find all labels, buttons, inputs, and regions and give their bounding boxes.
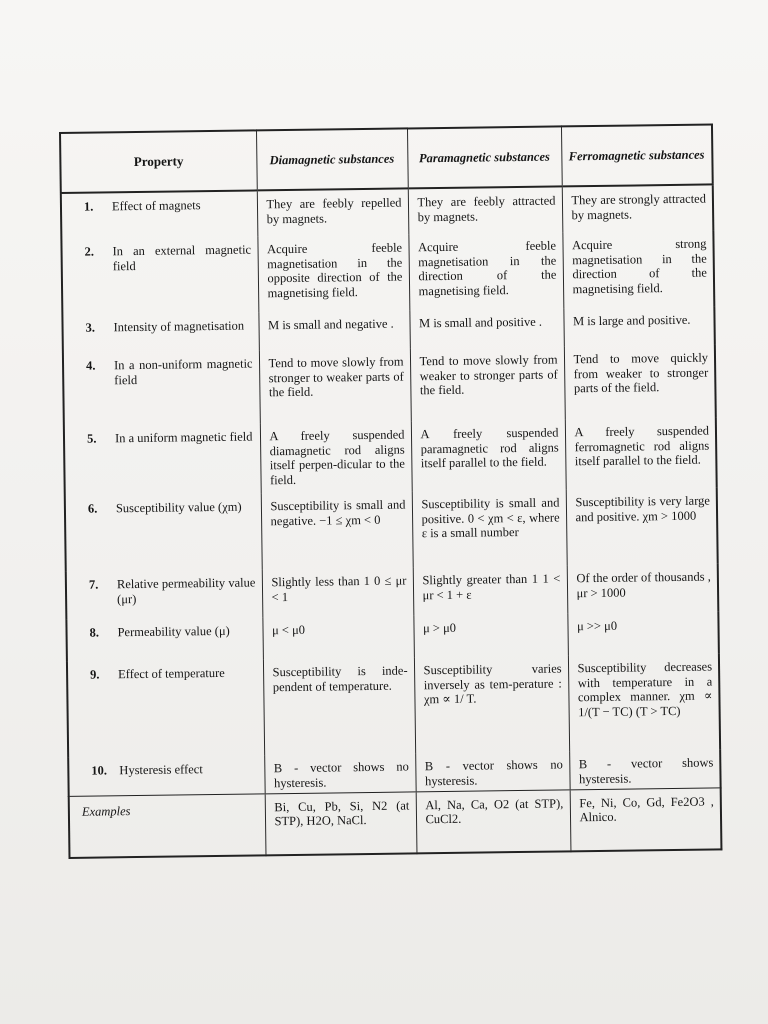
table-row — [65, 487, 718, 572]
property-label: Intensity of magnetisation — [113, 318, 245, 335]
row-number: 1. — [83, 199, 94, 214]
property-label: Effect of temperature — [118, 665, 225, 682]
property-cell — [66, 569, 263, 620]
row-number: 2. — [84, 244, 95, 259]
header-ferromagnetic: Ferromagnetic substances — [561, 124, 713, 186]
property-cell — [64, 423, 261, 496]
diamagnetic-cell: Slightly less than 1 0 ≤ μr < 1 — [262, 567, 414, 617]
property-wrapper — [65, 429, 260, 446]
row-number: 4. — [85, 358, 96, 373]
examples-diamagnetic: Bi, Cu, Pb, Si, N2 (at STP), H2O, NaCl. — [265, 791, 417, 854]
diamagnetic-cell: M is small and negative . — [258, 310, 409, 350]
row-number: 7. — [88, 577, 99, 592]
property-wrapper — [67, 575, 262, 607]
paramagnetic-cell: Acquire feeble magnetisation in the direction of the magnetising field. — [408, 232, 563, 310]
header-diamagnetic: Diamagnetic substances — [256, 128, 408, 190]
property-wrapper — [66, 499, 261, 516]
diamagnetic-cell: They are feebly repelled by magnets. — [257, 188, 409, 236]
ferromagnetic-cell: Susceptibility is very large and positive. χm > 1000 — [566, 487, 718, 565]
property-cell — [61, 236, 258, 315]
examples-paramagnetic: Al, Na, Ca, O2 (at STP), CuCl2. — [416, 789, 571, 853]
table-row — [61, 230, 714, 315]
row-number: 5. — [86, 431, 97, 446]
diamagnetic-cell: Tend to move slowly from stronger to weaker parts of the field. — [259, 348, 411, 423]
table-row — [66, 563, 719, 620]
header-paramagnetic: Paramagnetic substances — [407, 126, 562, 188]
row-number: 8. — [89, 625, 100, 640]
property-label: In a non-uniform magnetic field — [113, 356, 253, 387]
diamagnetic-cell: Acquire feeble magnetisation in the opposite direction of the magnetising field. — [257, 234, 409, 312]
paramagnetic-cell: μ > μ0 — [413, 613, 568, 657]
ferromagnetic-cell: μ >> μ0 — [567, 611, 719, 655]
property-label: In a uniform magnetic field — [114, 429, 253, 446]
property-wrapper — [69, 761, 264, 778]
property-label: In an external magnetic field — [112, 242, 252, 273]
magnetic-substances-table — [59, 123, 722, 858]
diamagnetic-cell: μ < μ0 — [262, 615, 414, 659]
ferromagnetic-cell: Of the order of thousands , μr > 1000 — [567, 563, 719, 613]
property-cell — [68, 755, 264, 796]
property-wrapper — [62, 197, 257, 214]
table-body — [61, 184, 722, 857]
diamagnetic-cell: Susceptibility is inde-pendent of temperature. — [263, 657, 415, 755]
table-header-row — [60, 124, 713, 193]
paramagnetic-cell: B - vector shows no hysteresis. — [415, 751, 569, 791]
diamagnetic-cell: B - vector shows no hysteresis. — [264, 753, 415, 793]
ferromagnetic-cell: Susceptibility decreases with temperature in a complex manner. χm ∝ 1/(T − TC) (T > TC) — [568, 653, 720, 751]
property-cell — [65, 493, 262, 572]
diamagnetic-cell: A freely suspended diamagnetic rod aligns itself perpen-dicular to the field. — [260, 421, 412, 493]
ferromagnetic-cell: M is large and positive. — [563, 306, 714, 346]
examples-label: Examples — [69, 793, 266, 857]
row-number: 9. — [90, 667, 100, 682]
ferromagnetic-cell: Acquire strong magnetisation in the direction of the magnetising field. — [562, 230, 714, 308]
property-label: Susceptibility value (χm) — [115, 499, 242, 516]
property-cell — [62, 312, 258, 353]
property-wrapper — [68, 665, 263, 682]
header-property: Property — [60, 130, 257, 193]
property-wrapper — [64, 356, 259, 388]
property-label: Effect of magnets — [111, 198, 201, 214]
property-cell — [67, 659, 264, 758]
paramagnetic-cell: They are feebly attracted by magnets. — [408, 186, 563, 234]
table-row — [64, 417, 717, 496]
property-wrapper — [63, 318, 258, 335]
ferromagnetic-cell: Tend to move quickly from weaker to stronger parts of the field. — [564, 344, 716, 419]
property-cell — [66, 617, 263, 662]
property-wrapper — [67, 623, 262, 640]
paramagnetic-cell: Tend to move slowly from weaker to stronger parts of the field. — [410, 346, 565, 421]
diamagnetic-cell: Susceptibility is small and negative. −1 ≤ χm < 0 — [261, 491, 413, 569]
paramagnetic-cell: Susceptibility varies inversely as tem-perature : χm ∝ 1/ T. — [414, 655, 569, 753]
property-cell — [61, 190, 258, 239]
property-label: Hysteresis effect — [119, 762, 203, 778]
ferromagnetic-cell: B - vector shows hysteresis. — [569, 749, 720, 789]
property-label: Permeability value (μ) — [117, 623, 230, 640]
ferromagnetic-cell: A freely suspended ferromagnetic rod aligns itself parallel to the field. — [565, 417, 717, 489]
property-label: Relative permeability value (μr) — [116, 575, 256, 606]
paramagnetic-cell: A freely suspended paramagnetic rod aligns itself parallel to the field. — [411, 419, 566, 491]
row-number: 3. — [85, 320, 96, 335]
examples-ferromagnetic: Fe, Ni, Co, Gd, Fe2O3 , Alnico. — [570, 787, 722, 850]
paramagnetic-cell: Susceptibility is small and positive. 0 < χm < ε, where ε is a small number — [412, 489, 567, 567]
ferromagnetic-cell: They are strongly attracted by magnets. — [562, 184, 714, 232]
property-cell — [63, 350, 260, 426]
property-wrapper — [62, 242, 257, 274]
table-container — [59, 123, 722, 858]
paramagnetic-cell: Slightly greater than 1 1 < μr < 1 + ε — [413, 565, 568, 615]
table-row — [63, 344, 716, 426]
examples-row — [69, 787, 722, 857]
table-row — [67, 653, 720, 758]
row-number: 6. — [87, 501, 98, 516]
row-number: 10. — [91, 763, 108, 778]
paramagnetic-cell: M is small and positive . — [409, 308, 563, 348]
